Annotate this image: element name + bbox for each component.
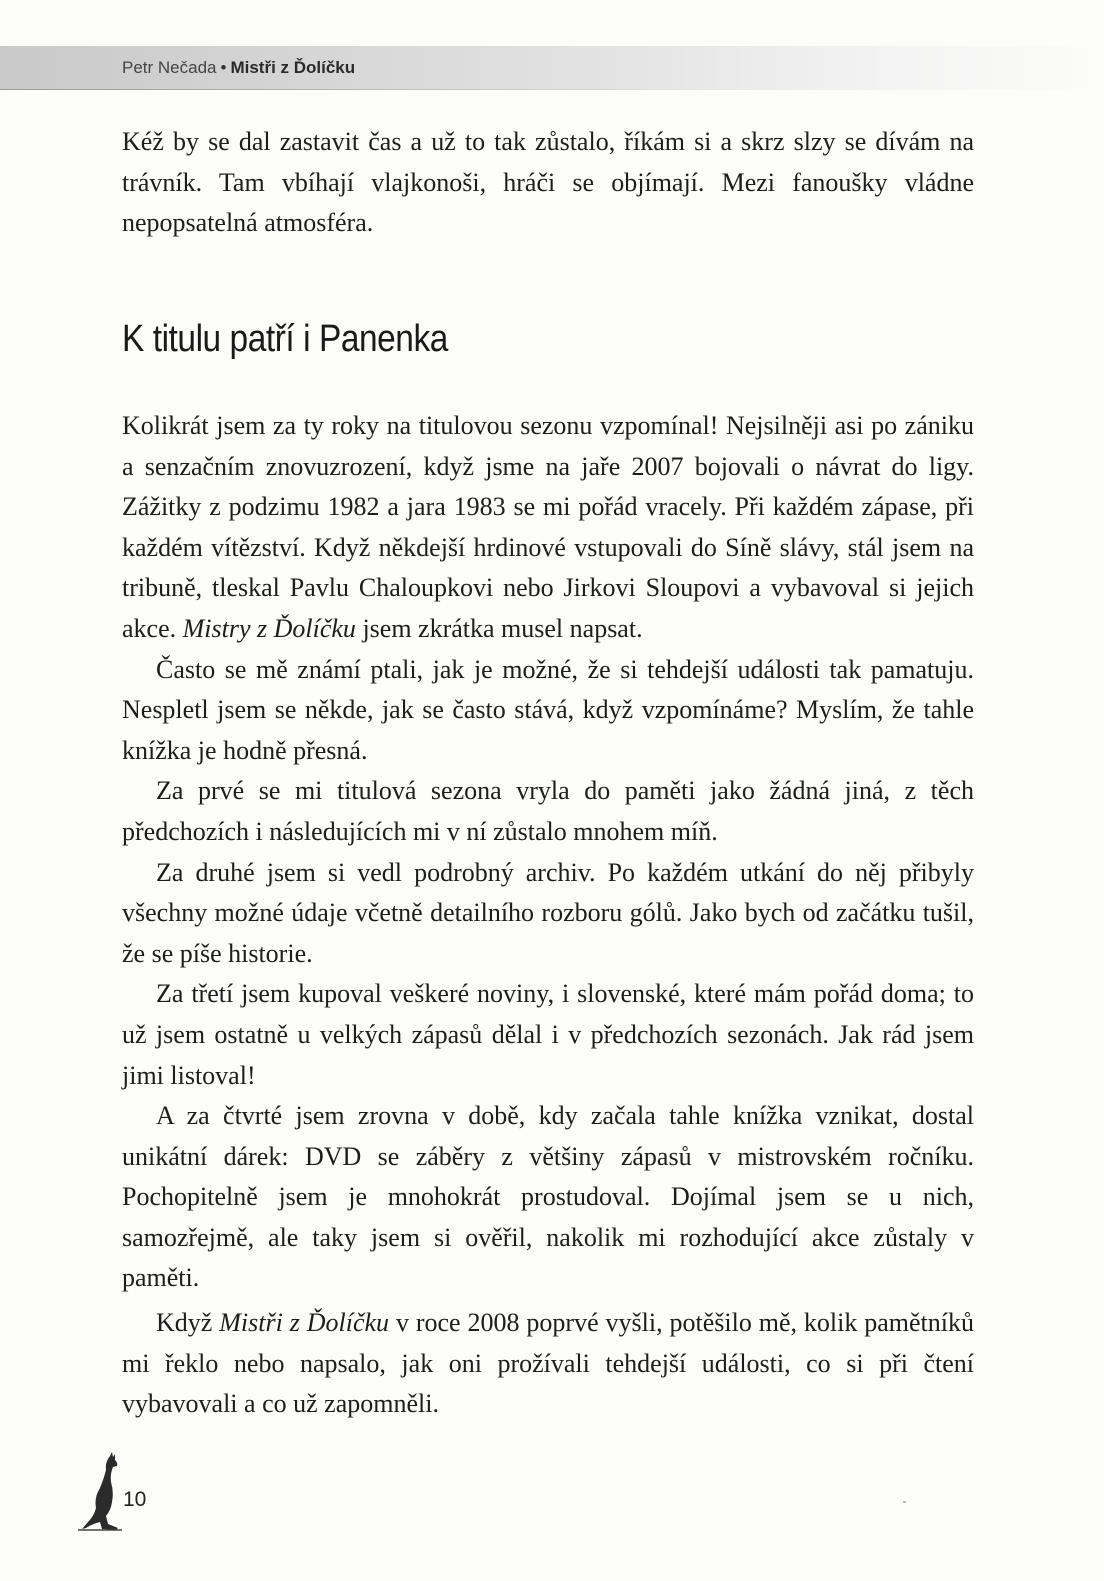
intro-block [122,122,974,244]
running-head-rule [0,89,720,90]
paragraph-1-book-title: Mistry z Ďolíčku [182,613,356,643]
running-head-separator: • [220,58,227,77]
scan-speck [903,1501,906,1503]
paragraph-1-text-b: jsem zkrátka musel napsat. [355,613,643,643]
paragraph-7-text-a: Když [156,1308,220,1338]
paragraph-7 [122,1303,974,1425]
paragraph-7-text-b: v roce 2008 poprvé vyšli, potěšilo mě, kolik pamětníků mi řeklo nebo napsalo, jak oni prožívali tehdejší události, co si při čtení vybavovali a co už zapomněli. [122,1308,974,1419]
page-number: 10 [123,1488,147,1511]
running-head [122,58,355,78]
paragraph-1-text-a: Kolikrát jsem za ty roky na titulovou sezonu vzpomínal! Nejsilněji asi po zániku a senzačním znovuzrození, když jsme na jaře 2007 bojovali o návrat do ligy. Zážitky z podzimu 1982 a jara 1983 se mi pořád vracely. Při každém zápase, při každém vítězství. Když někdejší hrdinové vstupovali do Síně slávy, stál jsem na tribuně, tleskal Pavlu Chaloupkovi nebo Jirkovi Sloupovi a vybavoval si jejich akce. [122,411,974,643]
kangaroo-icon [78,1452,122,1532]
intro-paragraph: Kéž by se dal zastavit čas a už to tak zůstalo, říkám si a skrz slzy se dívám na trávník. Tam vbíhají vlajkonoši, hráči se objímají. Mezi fanoušky vládne nepopsatelná atmosféra. [122,127,974,238]
paragraph-3: Za prvé se mi titulová sezona vryla do paměti jako žádná jiná, z těch předchozích i následujících mi v ní zůstalo mnohem míň. [122,776,974,846]
paragraph-4: Za druhé jsem si vedl podrobný archiv. Po každém utkání do něj přibyly všechny možné údaje včetně detailního rozboru gólů. Jako bych od začátku tušil, že se píše historie. [122,857,974,968]
running-head-author: Petr Nečada [122,58,217,77]
paragraph-1 [122,406,974,650]
section-title: K titulu patří i Panenka [122,318,448,360]
running-head-book-title: Mistři z Ďolíčku [230,58,356,77]
body-text [122,406,974,1425]
paragraph-2: Často se mě známí ptali, jak je možné, že si tehdejší události tak pamatuju. Nespletl jsem se někde, jak se často stává, když vzpomínáme? Myslím, že tahle knížka je hodně přesná. [122,654,974,765]
paragraph-7-book-title: Mistři z Ďolíčku [219,1308,390,1338]
paragraph-5: Za třetí jsem kupoval veškeré noviny, i slovenské, které mám pořád doma; to už jsem ostatně u velkých zápasů dělal i v předchozích sezonách. Jak rád jsem jimi listoval! [122,979,974,1090]
paragraph-6: A za čtvrté jsem zrovna v době, kdy začala tahle knížka vznikat, dostal unikátní dárek: DVD se záběry z většiny zápasů v mistrovském ročníku. Pochopitelně jsem je mnohokrát prostudoval. Dojímal jsem se u nich, samozřejmě, ale taky jsem si ověřil, nakolik mi rozhodující akce zůstaly v paměti. [122,1101,974,1293]
